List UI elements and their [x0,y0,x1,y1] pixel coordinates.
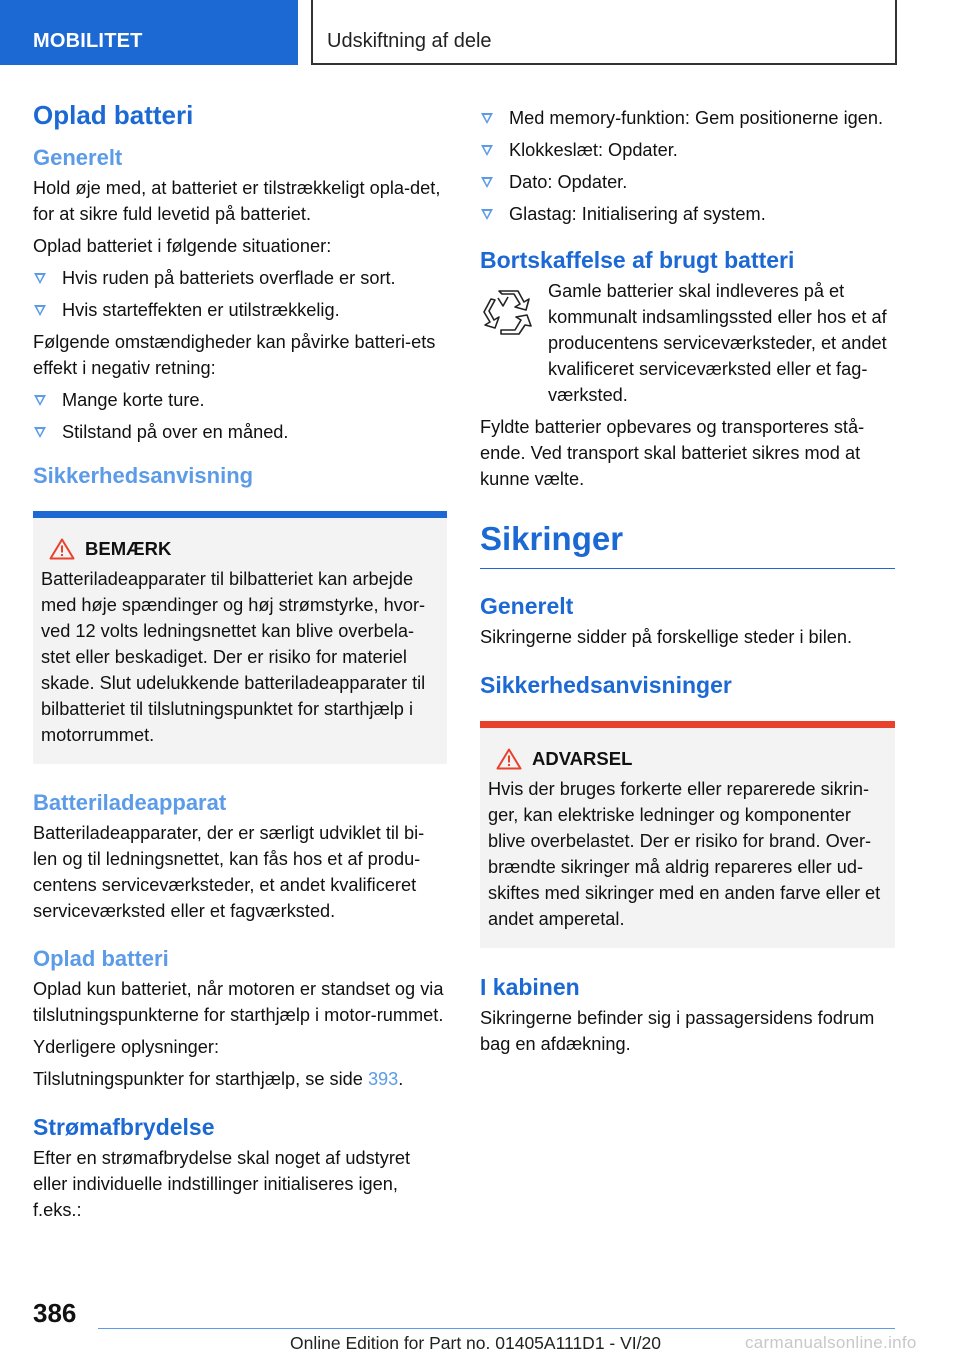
heading-generelt-fuses: Generelt [480,593,574,619]
heading-oplad-batteri-sub: Oplad batteri [33,946,169,971]
triangle-bullet-icon [481,145,493,156]
paragraph: Sikringerne sidder på forskellige steder i bilen. [480,627,853,647]
triangle-bullet-icon [34,395,46,406]
page-number: 386 [33,1298,77,1328]
header-section-tab [0,0,298,65]
list-item: Hvis starteffekten er utilstrækkelig. [33,297,447,323]
paragraph-disposal: Gamle batterier skal indleveres på et kommunalt indsamlingssted eller hos et af producentens serviceværksteder, et andet kvalificeret serviceværksted eller et fag-værksted. [548,281,887,405]
heading-generelt: Generelt [33,145,123,170]
triangle-bullet-icon [481,113,493,124]
warning-text: Hvis der bruges forkerte eller reparerede sikrin-ger, kan elektriske ledninger og komponenter blive overbelastet. Der er risiko for brand. Over-brændte sikringer må aldrig repareres eller ud-skiftes med sikringer med en anden farve eller et andet amperetal. [488,779,881,929]
paragraph: Yderligere oplysninger: [33,1037,220,1057]
page-reference-link[interactable]: 393 [367,1069,399,1089]
heading-bortskaffelse: Bortskaffelse af brugt batteri [480,247,795,273]
footer-edition: Online Edition for Part no. 01405A111D1 - VI/20 [290,1333,661,1353]
bullet-list [33,387,447,445]
paragraph: Oplad batteriet i følgende situationer: [33,236,332,256]
list-item: Glastag: Initialisering af system. [480,201,895,227]
paragraph-reference: Tilslutningspunkter for starthjælp, se side 393. [33,1069,404,1089]
warning-title: ADVARSEL [488,748,887,770]
list-item: Mange korte ture. [33,387,447,413]
heading-sikkerhedsanvisning: Sikkerhedsanvisning [33,463,254,488]
heading-oplad-batteri: Oplad batteri [33,100,194,130]
header-chapter-label: Udskiftning af dele [327,30,492,52]
left-column [33,100,447,1229]
list-item: Stilstand på over en måned. [33,419,447,445]
header-chapter-title [311,0,897,65]
watermark: carmanualsonline.info [745,1333,917,1352]
notice-text: Batteriladeapparater til bilbatteriet kan arbejde med høje spændinger og høj strømstyrke, hvor-ved 12 volts ledningsnettet kan blive overbela-stet eller beskadiget. Der er risiko for materiel skade. Slut udelukkende batteriladeapparater til bilbatteriet til tilslutningspunktet for starthjælp i motorrummet. [41,569,426,745]
heading-stromafbrydelse: Strømafbrydelse [33,1114,215,1140]
list-item: Klokkeslæt: Opdater. [480,137,895,163]
triangle-bullet-icon [34,427,46,438]
list-item: Med memory-funktion: Gem positionerne igen. [480,105,895,131]
notice-box [33,511,447,764]
disposal-block [480,278,895,408]
paragraph: Efter en strømafbrydelse skal noget af udstyret eller individuelle indstillinger initialiseres igen, f.eks.: [33,1148,411,1220]
header-section-label: MOBILITET [33,30,143,52]
paragraph: Batteriladeapparater, der er særligt udviklet til bi-len og til ledningsnettet, kan fås hos et af produ-centens serviceværksteder, et andet kvalificeret serviceværksted eller et fagværksted. [33,823,425,921]
right-column [480,100,895,1063]
triangle-bullet-icon [34,305,46,316]
triangle-bullet-icon [481,177,493,188]
triangle-bullet-icon [34,273,46,284]
heading-sikkerhedsanvisninger: Sikkerhedsanvisninger [480,672,732,698]
paragraph: Fyldte batterier opbevares og transporteres stå-ende. Ved transport skal batteriet sikres mod at kunne vælte. [480,417,865,489]
recycle-icon [482,286,534,338]
notice-title: BEMÆRK [41,538,439,560]
paragraph: Hold øje med, at batteriet er tilstrækkeligt opla-det, for at sikre fuld levetid på batteriet. [33,178,441,224]
paragraph: Følgende omstændigheder kan påvirke batteri-ets effekt i negativ retning: [33,332,436,378]
warning-triangle-icon [49,538,75,560]
list-item: Hvis ruden på batteriets overflade er sort. [33,265,447,291]
warning-box [480,721,895,948]
bullet-list [33,265,447,323]
heading-sikringer: Sikringer [480,520,895,569]
heading-i-kabinen: I kabinen [480,974,580,1000]
paragraph: Sikringerne befinder sig i passagersidens fodrum bag en afdækning. [480,1008,875,1054]
heading-batteriladeapparat: Batteriladeapparat [33,790,227,815]
paragraph: Oplad kun batteriet, når motoren er standset og via tilslutningspunkterne for starthjælp i motor-rummet. [33,979,444,1025]
footer-divider [98,1328,895,1329]
bullet-list [480,105,895,227]
triangle-bullet-icon [481,209,493,220]
warning-triangle-icon [496,748,522,770]
list-item: Dato: Opdater. [480,169,895,195]
